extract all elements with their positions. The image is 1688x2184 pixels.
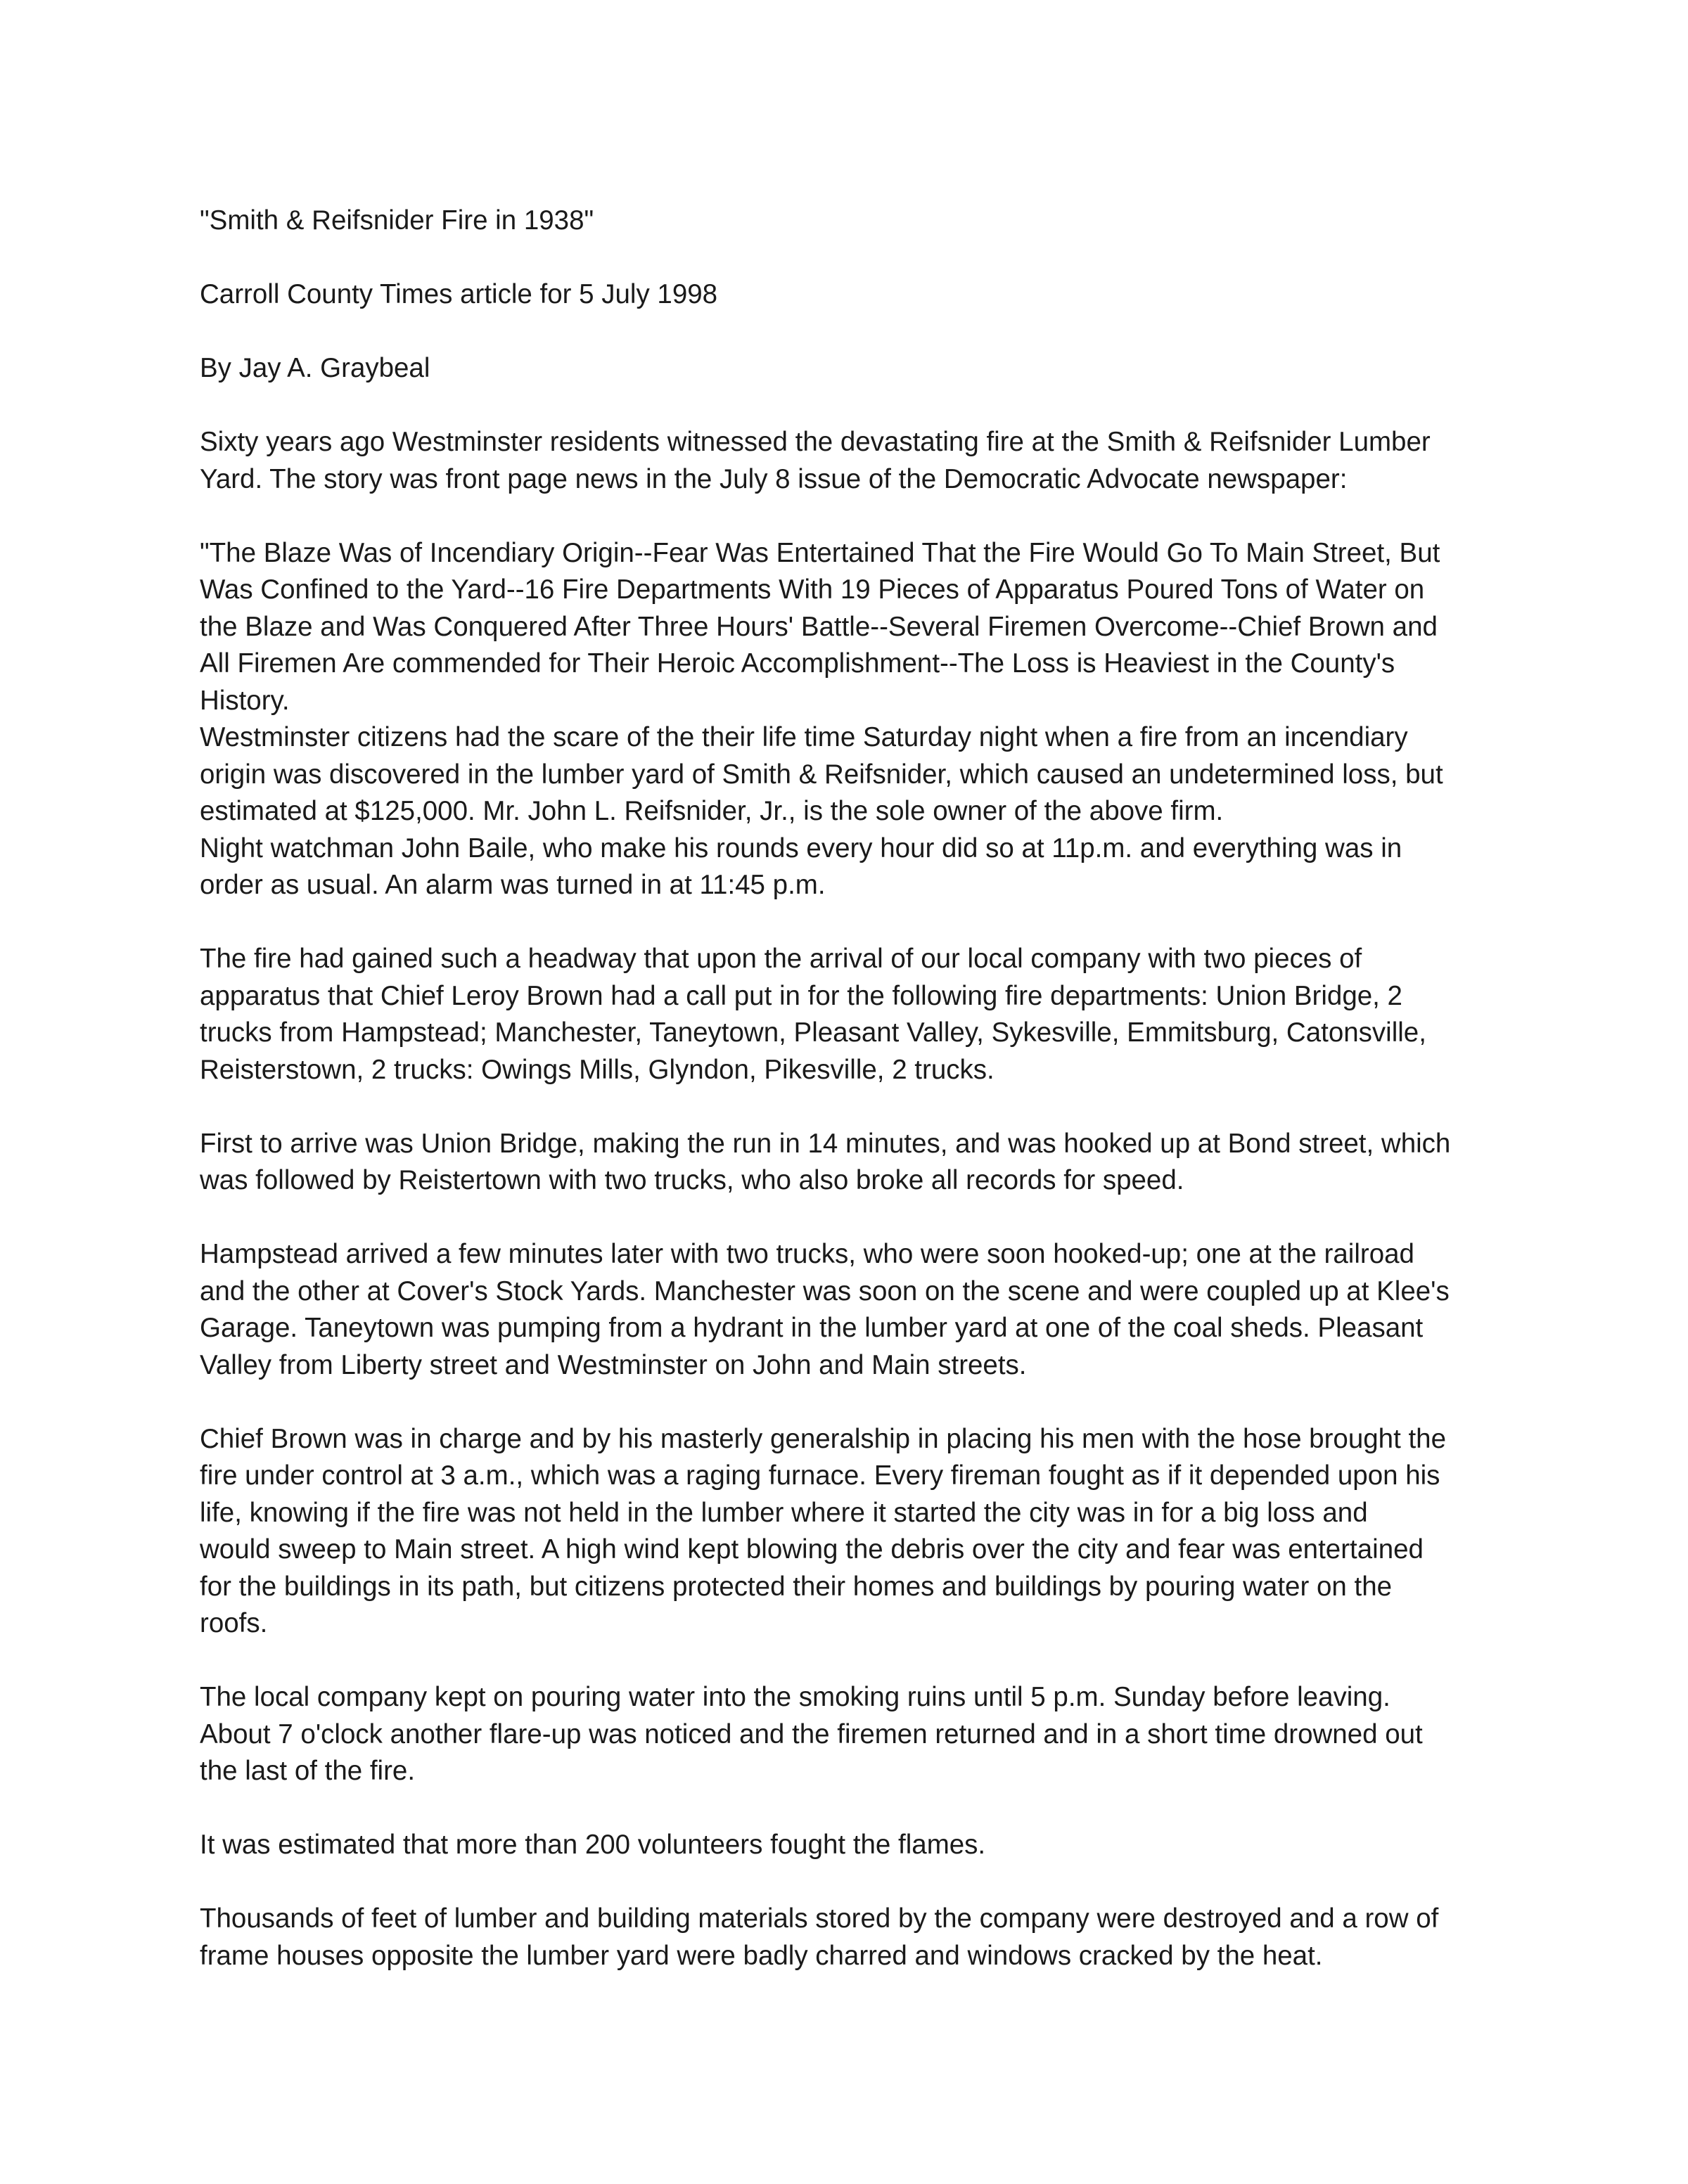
byline: By Jay A. Graybeal (200, 353, 430, 383)
arrival-paragraph: The fire had gained such a headway that upon the arrival of our local company with two pieces of apparatus that Chief Leroy Brown had a call put in for the following fire departments: Union Bridge, 2 trucks from Hampstead; Manchester, Taneytown, Pleasant Valley, Sykesville, Emmitsburg, Catonsville, Reisterstown, 2 trucks: Owings Mills, Glyndon, Pikesville, 2 trucks. (200, 944, 1426, 1085)
lumber-destroyed-paragraph: Thousands of feet of lumber and building materials stored by the company were destroyed and a row of frame houses opposite the lumber yard were badly charred and windows cracked by the heat. (200, 1903, 1439, 1971)
quote-headline-paragraph: "The Blaze Was of Incendiary Origin--Fear Was Entertained That the Fire Would Go To Main Street, But Was Confined to the Yard--16 Fire Departments With 19 Pieces of Apparatus Poured Tons of Water on the Blaze and Was Conquered After Three Hours' Battle--Several Firemen Overcome--Chief Brown and All Firemen Are commended for Their Heroic Accomplishment--The Loss is Heaviest in the County's History. Westminster citizens had the scare of the their life time Saturday night when a fire from an incendiary origin was discovered in the lumber yard of Smith & Reifsnider, which caused an undetermined loss, but estimated at $125,000. Mr. John L. Reifsnider, Jr., is the sole owner of the above firm. Night watchman John Baile, who make his rounds every hour did so at 11p.m. and everything was in order as usual. An alarm was turned in at 11:45 p.m. (200, 537, 1443, 900)
intro-paragraph: Sixty years ago Westminster residents witnessed the devastating fire at the Smith & Reifsnider Lumber Yard. The story was front page news in the July 8 issue of the Democratic Advocate newspaper: (200, 427, 1431, 494)
first-arrival-paragraph: First to arrive was Union Bridge, making the run in 14 minutes, and was hooked up at Bond street, which was followed by Reistertown with two trucks, who also broke all records for speed. (200, 1128, 1451, 1195)
document-title: "Smith & Reifsnider Fire in 1938" (200, 205, 594, 236)
chief-brown-paragraph: Chief Brown was in charge and by his masterly generalship in placing his men with the hose brought the fire under control at 3 a.m., which was a raging furnace. Every fireman fought as if it depended upon his life, knowing if the fire was not held in the lumber where it started the city was in for a big loss and would sweep to Main street. A high wind kept blowing the debris over the city and fear was entertained for the buildings in its path, but citizens protected their homes and buildings by pouring water on the roofs. (200, 1423, 1446, 1638)
local-company-paragraph: The local company kept on pouring water into the smoking ruins until 5 p.m. Sunday before leaving. About 7 o'clock another flare-up was noticed and the firemen returned and in a short time drowned out the last of the fire. (200, 1682, 1423, 1786)
document-page (200, 203, 1522, 2012)
document-subtitle: Carroll County Times article for 5 July 1998 (200, 279, 718, 309)
volunteers-paragraph: It was estimated that more than 200 volunteers fought the flames. (200, 1830, 986, 1860)
hampstead-paragraph: Hampstead arrived a few minutes later with two trucks, who were soon hooked-up; one at the railroad and the other at Cover's Stock Yards. Manchester was soon on the scene and were coupled up at Klee's Garage. Taneytown was pumping from a hydrant in the lumber yard at one of the coal sheds. Pleasant Valley from Liberty street and Westminster on John and Main streets. (200, 1239, 1450, 1380)
